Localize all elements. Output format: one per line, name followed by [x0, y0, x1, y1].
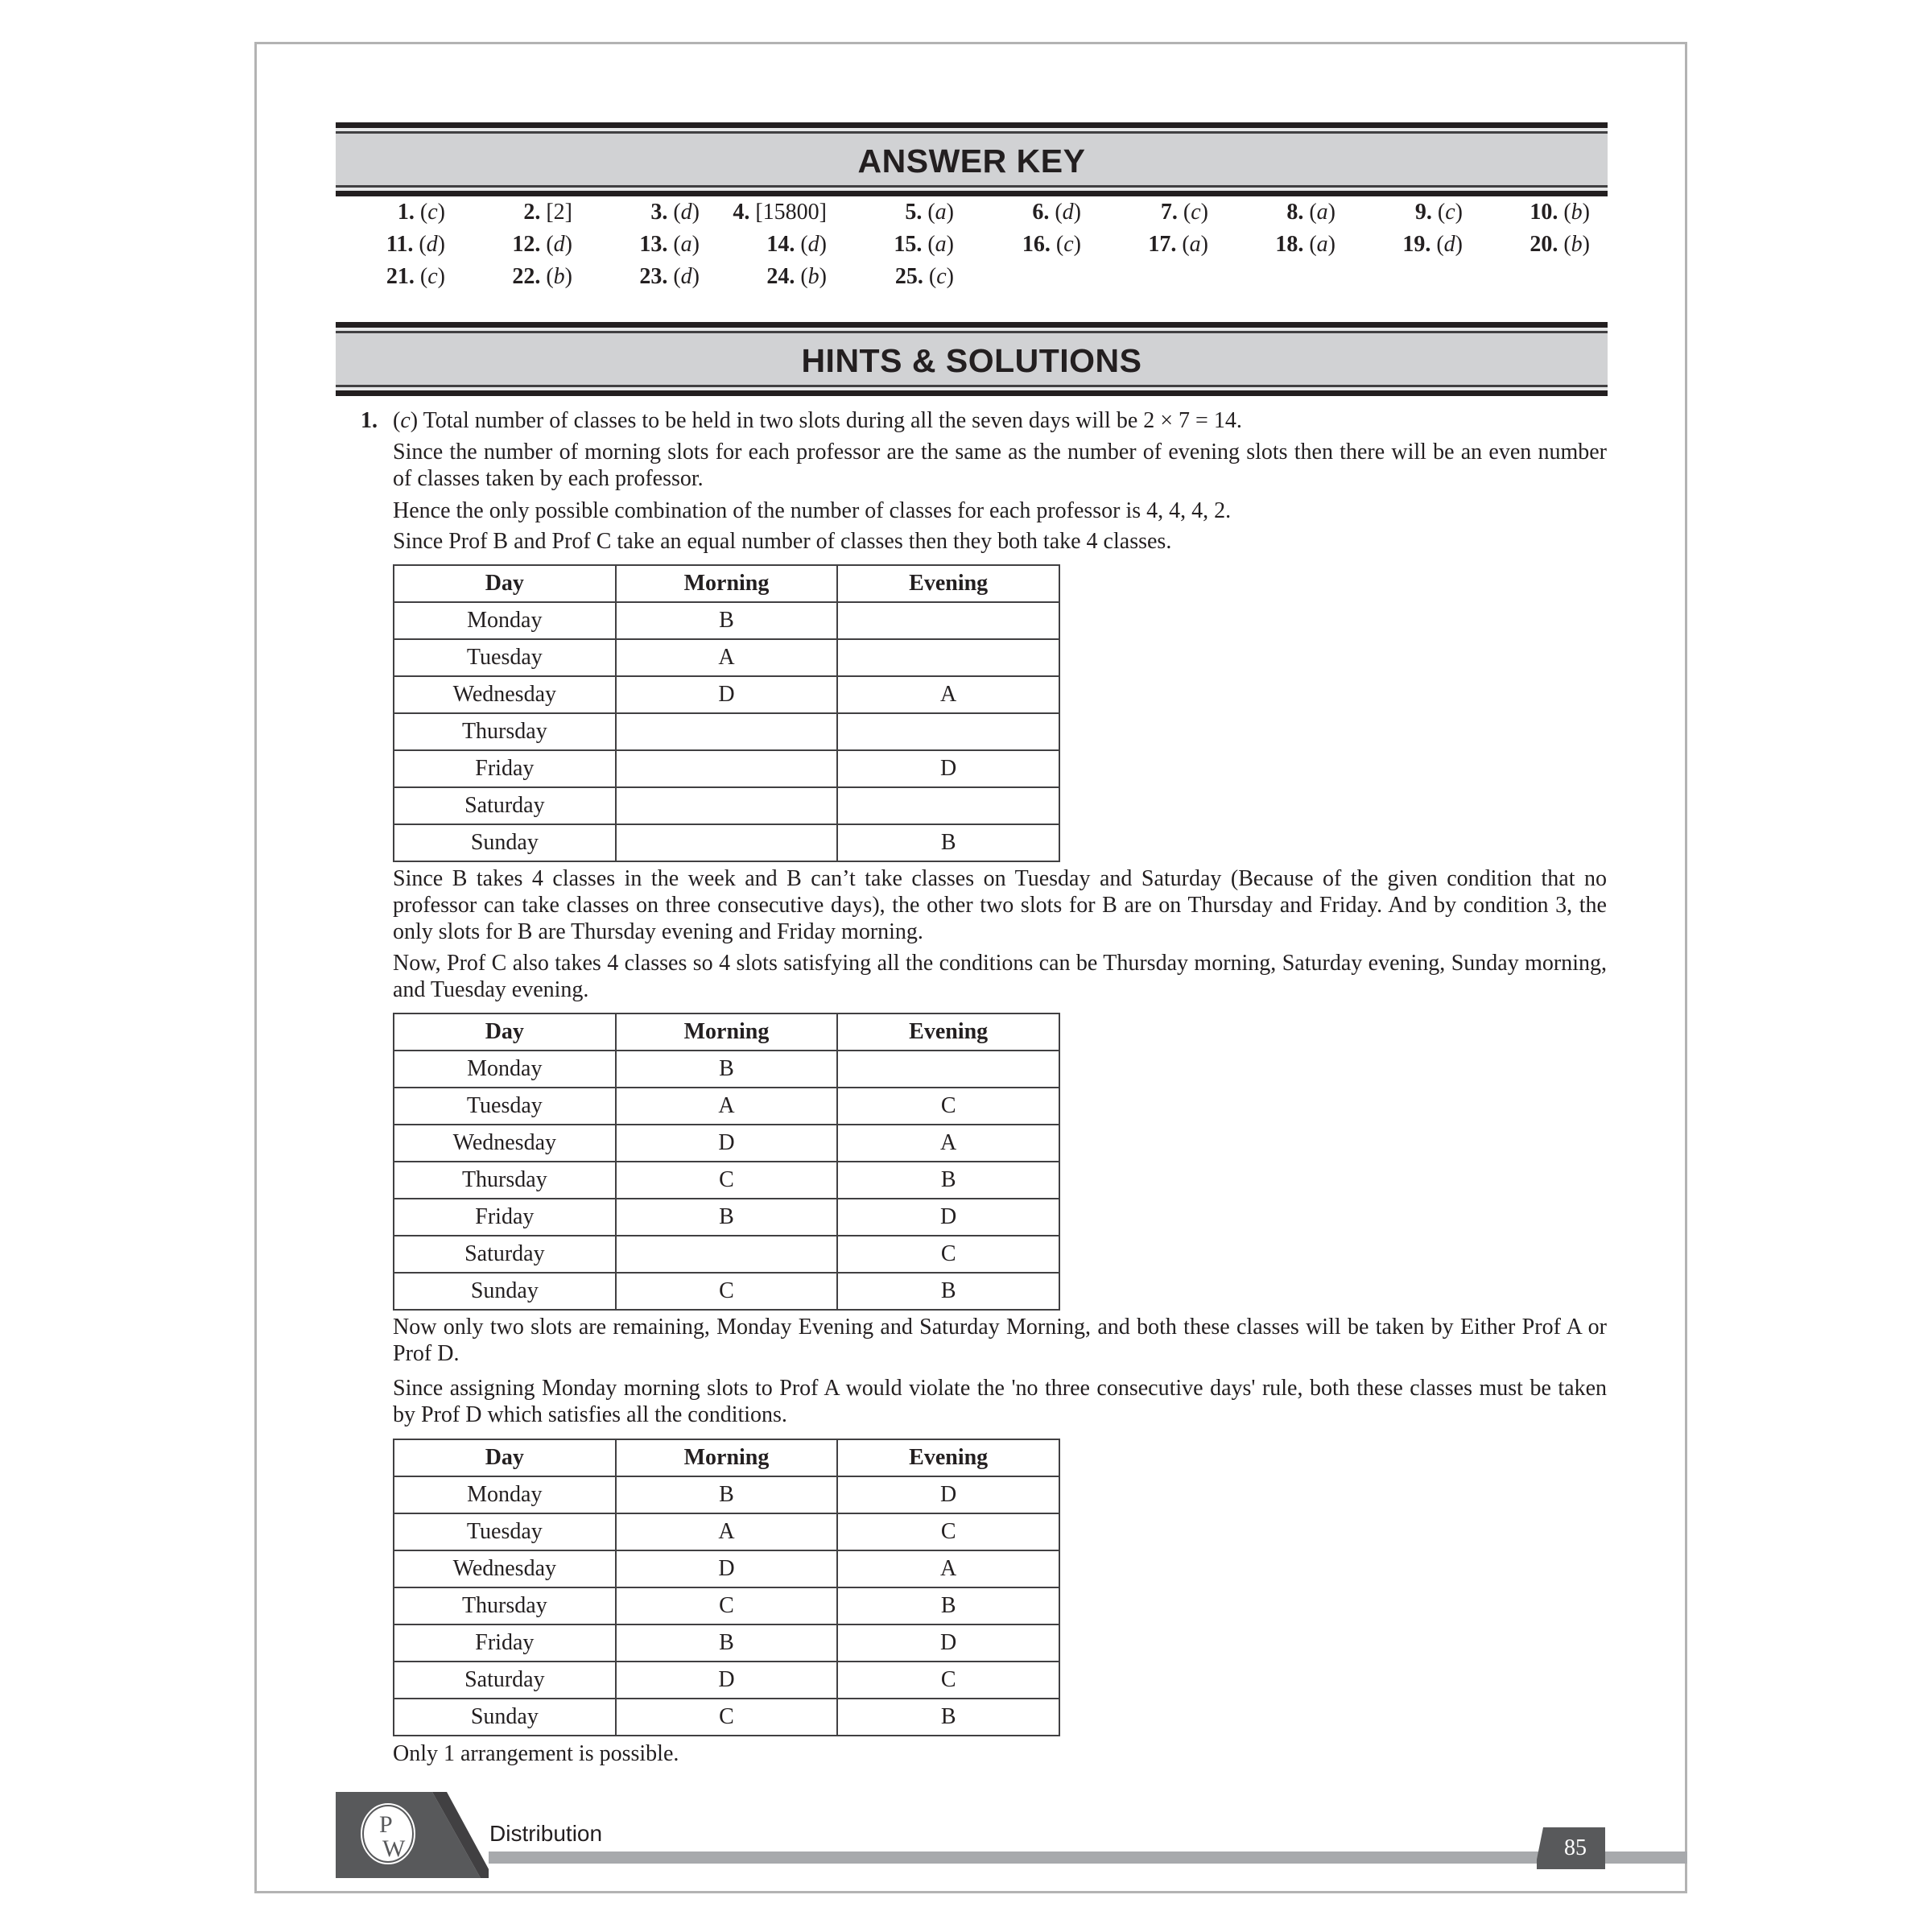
table-row — [394, 750, 1059, 787]
morning-cell: D — [616, 1550, 838, 1587]
table-row — [394, 1550, 1059, 1587]
table-row — [394, 713, 1059, 750]
evening-cell — [837, 713, 1059, 750]
solution-text: Total number of classes to be held in two slots during all the seven days will be 2 × 7 = 14. — [423, 408, 1242, 433]
answer-value: (d) — [667, 264, 700, 289]
answer-item — [1099, 231, 1226, 258]
answer-item — [1226, 199, 1353, 226]
answer-value: (c) — [414, 264, 445, 289]
morning-cell: A — [616, 639, 838, 676]
answer-number: 10. — [1530, 200, 1558, 225]
evening-cell: A — [837, 1125, 1059, 1162]
answer-value: (c) — [1431, 200, 1463, 225]
table-row — [394, 1513, 1059, 1550]
day-cell: Friday — [394, 750, 616, 787]
day-cell: Tuesday — [394, 1088, 616, 1125]
section-title: HINTS & SOLUTIONS — [801, 342, 1142, 379]
solution-number: 1. — [361, 408, 378, 433]
answer-item — [844, 199, 972, 226]
answer-number: 8. — [1286, 200, 1304, 225]
answer-value: (d) — [1430, 232, 1463, 257]
answer-value: (c) — [1177, 200, 1208, 225]
table-row — [394, 1624, 1059, 1662]
table-row — [394, 1199, 1059, 1236]
answer-value: (a) — [1303, 200, 1335, 225]
table-row — [394, 639, 1059, 676]
column-header: Morning — [616, 565, 838, 602]
answer-number: 2. — [523, 200, 541, 225]
morning-cell — [616, 787, 838, 824]
day-cell: Sunday — [394, 824, 616, 861]
answer-number: 15. — [894, 232, 923, 257]
morning-cell: D — [616, 1662, 838, 1699]
rule — [336, 191, 1608, 196]
answer-item — [717, 231, 844, 258]
answer-item — [336, 263, 463, 291]
answer-item — [844, 263, 972, 291]
day-cell: Saturday — [394, 1662, 616, 1699]
morning-cell: A — [616, 1513, 838, 1550]
evening-cell: D — [837, 1476, 1059, 1513]
answer-number: 23. — [639, 264, 668, 289]
morning-cell: B — [616, 602, 838, 639]
answer-item — [972, 231, 1099, 258]
evening-cell: B — [837, 1699, 1059, 1736]
answer-value: (c) — [414, 200, 445, 225]
answer-item — [1480, 231, 1608, 258]
page-number: 85 — [1564, 1835, 1587, 1860]
answer-value: (c) — [923, 264, 954, 289]
answer-value: (b) — [795, 264, 827, 289]
answer-item — [590, 199, 717, 226]
answer-item — [336, 231, 463, 258]
answer-item — [717, 263, 844, 291]
day-cell: Saturday — [394, 787, 616, 824]
evening-cell: A — [837, 676, 1059, 713]
answer-value: (d) — [413, 232, 445, 257]
evening-cell — [837, 1051, 1059, 1088]
answer-number: 6. — [1032, 200, 1050, 225]
column-header: Day — [394, 1439, 616, 1476]
answer-item — [463, 199, 590, 226]
answer-number: 4. — [733, 200, 750, 225]
schedule-table-1 — [393, 564, 1060, 862]
answer-number: 13. — [639, 232, 668, 257]
morning-cell — [616, 824, 838, 861]
morning-cell — [616, 713, 838, 750]
column-header: Morning — [616, 1439, 838, 1476]
answer-item — [1480, 199, 1608, 226]
section-title: ANSWER KEY — [857, 142, 1086, 180]
svg-text:W: W — [382, 1835, 406, 1862]
day-cell: Friday — [394, 1199, 616, 1236]
evening-cell: D — [837, 1199, 1059, 1236]
rule — [336, 131, 1608, 134]
answer-value: (b) — [1558, 200, 1590, 225]
table-row — [394, 1088, 1059, 1125]
solution-first-line: (c) Total number of classes to be held in two slots during all the seven days will be 2 × 7 = 14. — [393, 408, 1242, 433]
table-row — [394, 1125, 1059, 1162]
svg-text:P: P — [379, 1811, 393, 1838]
answer-number: 1. — [397, 200, 415, 225]
day-cell: Monday — [394, 1476, 616, 1513]
answer-item — [590, 263, 717, 291]
evening-cell — [837, 639, 1059, 676]
chapter-title: Distribution — [489, 1821, 603, 1846]
answer-value: (a) — [667, 232, 700, 257]
column-header: Evening — [837, 1013, 1059, 1051]
day-cell: Thursday — [394, 1587, 616, 1624]
answer-value: (d) — [667, 200, 700, 225]
table-header-row — [394, 1439, 1059, 1476]
table-row — [394, 824, 1059, 861]
table-header-row — [394, 565, 1059, 602]
answer-item — [463, 231, 590, 258]
table-row — [394, 1162, 1059, 1199]
evening-cell: B — [837, 1162, 1059, 1199]
day-cell: Tuesday — [394, 1513, 616, 1550]
evening-cell — [837, 602, 1059, 639]
answer-item — [336, 199, 463, 226]
answer-value: (b) — [1558, 232, 1590, 257]
morning-cell: B — [616, 1051, 838, 1088]
column-header: Morning — [616, 1013, 838, 1051]
answer-number: 7. — [1160, 200, 1178, 225]
morning-cell: B — [616, 1199, 838, 1236]
answer-value: (d) — [540, 232, 572, 257]
rule — [336, 331, 1608, 333]
table-row — [394, 1273, 1059, 1310]
morning-cell: C — [616, 1699, 838, 1736]
table-header-row — [394, 1013, 1059, 1051]
day-cell: Saturday — [394, 1236, 616, 1273]
answer-number: 25. — [894, 264, 923, 289]
evening-cell: D — [837, 750, 1059, 787]
answer-value: (c) — [1050, 232, 1081, 257]
evening-cell — [837, 787, 1059, 824]
table-row — [394, 602, 1059, 639]
day-cell: Sunday — [394, 1699, 616, 1736]
day-cell: Tuesday — [394, 639, 616, 676]
answer-item — [1353, 199, 1480, 226]
answer-number: 9. — [1414, 200, 1432, 225]
day-cell: Monday — [394, 1051, 616, 1088]
solution-paragraph: Now, Prof C also takes 4 classes so 4 slots satisfying all the conditions can be Thursday morning, Saturday evening, Sunday morning, and Tuesday evening. — [393, 951, 1607, 1002]
table-row — [394, 1476, 1059, 1513]
footer-bar — [483, 1852, 1687, 1864]
column-header: Evening — [837, 1439, 1059, 1476]
rule — [336, 122, 1608, 128]
answer-number: 16. — [1022, 232, 1051, 257]
solution-paragraph: Now only two slots are remaining, Monday Evening and Saturday Morning, and both these classes will be taken by Either Prof A or Prof D. — [393, 1315, 1607, 1366]
day-cell: Wednesday — [394, 1125, 616, 1162]
answer-value: (d) — [795, 232, 827, 257]
answer-item — [844, 231, 972, 258]
day-cell: Thursday — [394, 713, 616, 750]
hints-solutions-header — [336, 322, 1608, 396]
answer-number: 19. — [1402, 232, 1431, 257]
answer-value: (d) — [1049, 200, 1081, 225]
answer-value: [15800] — [749, 200, 827, 225]
day-cell: Friday — [394, 1624, 616, 1662]
column-header: Evening — [837, 565, 1059, 602]
evening-cell: C — [837, 1088, 1059, 1125]
answer-number: 17. — [1148, 232, 1177, 257]
answer-value: (a) — [1303, 232, 1335, 257]
solution-paragraph: Hence the only possible combination of the number of classes for each professor is 4, 4, 4, 2. — [393, 498, 1232, 523]
schedule-table-3 — [393, 1439, 1060, 1736]
solution-paragraph: Since B takes 4 classes in the week and B can’t take classes on Tuesday and Saturday (Because of the given condition that no professor can take classes on three consecutive days), the other two slots for B are on Thursday and Friday. And by condition 3, the only slots for B are Thursday evening and Friday morning. — [393, 866, 1607, 944]
evening-cell: B — [837, 824, 1059, 861]
answer-number: 20. — [1530, 232, 1558, 257]
evening-cell: B — [837, 1587, 1059, 1624]
answer-number: 11. — [386, 232, 414, 257]
schedule-table-2 — [393, 1013, 1060, 1311]
table-row — [394, 787, 1059, 824]
morning-cell — [616, 1236, 838, 1273]
answer-item — [1353, 231, 1480, 258]
column-header: Day — [394, 565, 616, 602]
answer-value: (b) — [540, 264, 572, 289]
evening-cell: B — [837, 1273, 1059, 1310]
table-row — [394, 1662, 1059, 1699]
answer-item — [590, 231, 717, 258]
day-cell: Thursday — [394, 1162, 616, 1199]
answer-number: 14. — [766, 232, 795, 257]
answer-key-header — [336, 122, 1608, 196]
answer-item — [1099, 199, 1226, 226]
solution-paragraph: Since the number of morning slots for each professor are the same as the number of evening slots then there will be an even number of classes taken by each professor. — [393, 440, 1607, 491]
answer-item — [972, 199, 1099, 226]
day-cell: Monday — [394, 602, 616, 639]
table-row — [394, 1236, 1059, 1273]
morning-cell: D — [616, 676, 838, 713]
day-cell: Wednesday — [394, 676, 616, 713]
answer-value: [2] — [540, 200, 572, 225]
morning-cell: B — [616, 1476, 838, 1513]
answer-value: (a) — [922, 232, 954, 257]
answer-number: 5. — [905, 200, 923, 225]
table-row — [394, 1699, 1059, 1736]
rule — [336, 322, 1608, 328]
table-row — [394, 676, 1059, 713]
table-row — [394, 1051, 1059, 1088]
answer-number: 12. — [512, 232, 541, 257]
solution-conclusion: Only 1 arrangement is possible. — [393, 1741, 679, 1766]
evening-cell: D — [837, 1624, 1059, 1662]
morning-cell: C — [616, 1587, 838, 1624]
morning-cell — [616, 750, 838, 787]
answer-item — [1226, 231, 1353, 258]
answer-item — [717, 199, 844, 226]
evening-cell: A — [837, 1550, 1059, 1587]
morning-cell: B — [616, 1624, 838, 1662]
answer-item — [463, 263, 590, 291]
morning-cell: C — [616, 1273, 838, 1310]
solution-option: c — [400, 408, 411, 433]
morning-cell: A — [616, 1088, 838, 1125]
table-row — [394, 1587, 1059, 1624]
answer-value: (a) — [1176, 232, 1208, 257]
morning-cell: D — [616, 1125, 838, 1162]
day-cell: Wednesday — [394, 1550, 616, 1587]
answer-number: 24. — [766, 264, 795, 289]
answer-key-grid — [336, 199, 1608, 291]
evening-cell: C — [837, 1662, 1059, 1699]
solution-paragraph: Since Prof B and Prof C take an equal number of classes then they both take 4 classes. — [393, 529, 1172, 554]
column-header: Day — [394, 1013, 616, 1051]
day-cell: Sunday — [394, 1273, 616, 1310]
footer-slant-decoration — [408, 1792, 489, 1878]
answer-number: 3. — [650, 200, 668, 225]
answer-number: 21. — [386, 264, 415, 289]
answer-value: (a) — [922, 200, 954, 225]
pw-logo-icon — [360, 1802, 416, 1866]
evening-cell: C — [837, 1236, 1059, 1273]
answer-number: 22. — [512, 264, 541, 289]
evening-cell: C — [837, 1513, 1059, 1550]
solution-paragraph: Since assigning Monday morning slots to Prof A would violate the 'no three consecutive days' rule, both these classes must be taken by Prof D which satisfies all the conditions. — [393, 1376, 1607, 1427]
rule — [336, 390, 1608, 396]
answer-number: 18. — [1275, 232, 1304, 257]
morning-cell: C — [616, 1162, 838, 1199]
